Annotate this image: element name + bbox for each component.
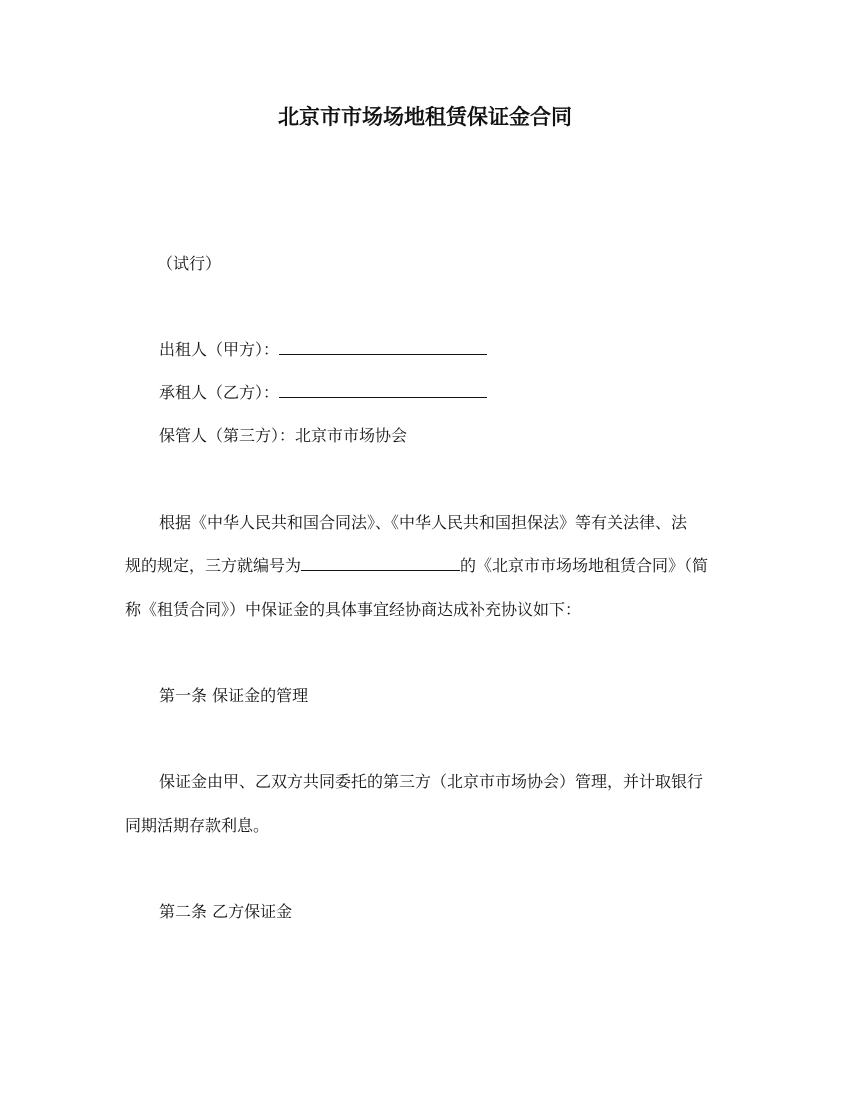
trial-note: （试行） <box>157 254 222 273</box>
document-title: 北京市市场场地租赁保证金合同 <box>278 105 572 129</box>
article-1-body-line-2: 同期活期存款利息。 <box>125 816 270 835</box>
article-1-body-line-1: 保证金由甲、乙双方共同委托的第三方（北京市市场协会）管理，并计取银行 <box>159 772 704 791</box>
preamble-line-2 <box>125 556 708 576</box>
lessee-label: 承租人（乙方）： <box>159 383 280 402</box>
lessee-line <box>159 383 487 403</box>
preamble-line-1: 根据《中华人民共和国合同法》、《中华人民共和国担保法》等有关法律、法 <box>159 513 688 532</box>
lessor-line <box>159 340 487 360</box>
preamble-line-2-before: 规的规定，三方就编号为 <box>125 556 302 575</box>
preamble-line-3: 称《租赁合同》）中保证金的具体事宜经协商达成补充协议如下： <box>125 600 582 619</box>
article-2-heading: 第二条 乙方保证金 <box>159 902 293 921</box>
lessor-blank <box>279 340 487 355</box>
article-1-heading: 第一条 保证金的管理 <box>159 686 309 705</box>
lessor-label: 出租人（甲方）： <box>159 340 280 359</box>
preamble-line-2-after: 的《北京市市场场地租赁合同》（简 <box>460 556 709 575</box>
lessee-blank <box>279 383 487 398</box>
contract-number-blank <box>301 556 460 571</box>
custodian-line: 保管人（第三方）：北京市市场协会 <box>159 426 408 445</box>
